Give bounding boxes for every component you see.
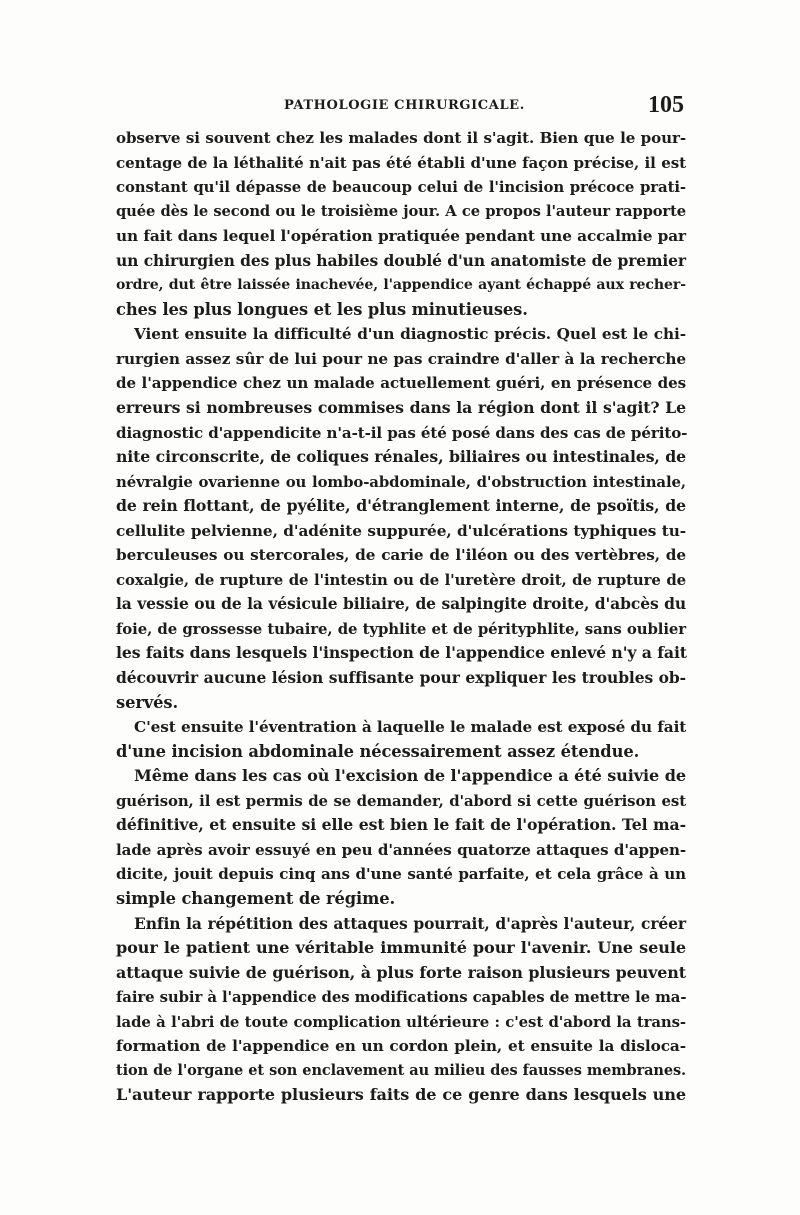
text-line: constant qu'il dépasse de beaucoup celui de l'incision précoce prati- [116,178,686,197]
text-line: nite circonscrite, de coliques rénales, biliaires ou intestinales, de [116,447,686,467]
text-line: rurgien assez sûr de lui pour ne pas craindre d'aller à la recherche [116,349,686,368]
text-line: découvrir aucune lésion suffisante pour expliquer les troubles ob- [116,668,686,688]
text-line: un chirurgien des plus habiles doublé d'un anatomiste de premier [116,250,686,270]
text-line: les faits dans lesquels l'inspection de l'appendice enlevé n'y a fait [116,643,687,663]
text-line: faire subir à l'appendice des modifications capables de mettre le ma- [116,988,687,1007]
text-line: névralgie ovarienne ou lombo-abdominale, d'obstruction intestinale, [116,472,686,491]
page-header [116,94,686,124]
text-line: d'une incision abdominale nécessairement assez étendue. [116,741,640,761]
text-line: Même dans les cas où l'excision de l'appendice a été suivie de [134,766,686,786]
text-line: un fait dans lequel l'opération pratiquée pendant une accalmie par [116,227,686,246]
text-line: quée dès le second ou le troisième jour. A ce propos l'auteur rapporte [116,202,686,220]
text-line: foie, de grossesse tubaire, de typhlite et de pérityphlite, sans oublier [116,619,686,638]
text-line: berculeuses ou stercorales, de carie de l'iléon ou des vertèbres, de [116,546,686,565]
body-text [116,126,686,1108]
text-line: ches les plus longues et les plus minutieuses. [116,299,528,319]
text-line: L'auteur rapporte plusieurs faits de ce genre dans lesquels une [116,1085,686,1105]
running-title: PATHOLOGIE CHIRURGICALE. [284,98,525,113]
text-line: simple changement de régime. [116,888,396,908]
text-line: C'est ensuite l'éventration à laquelle le malade est exposé du fait [134,718,687,737]
text-line: ordre, dut être laissée inachevée, l'appendice ayant échappé aux recher- [116,277,686,294]
text-line: guérison, il est permis de se demander, d'abord si cette guérison est [116,791,686,810]
text-line: centage de la léthalité n'ait pas été établi d'une façon précise, il est [116,153,686,172]
text-line: définitive, et ensuite si elle est bien le fait de l'opération. Tel ma- [116,815,686,835]
text-line: la vessie ou de la vésicule biliaire, de salpingite droite, d'abcès du [116,594,686,614]
text-line: de l'appendice chez un malade actuellement guéri, en présence des [116,374,686,393]
text-line: attaque suivie de guérison, à plus forte raison plusieurs peuvent [116,962,686,982]
text-line: erreurs si nombreuses commises dans la région dont il s'agit? Le [116,398,686,418]
text-line: Enfin la répétition des attaques pourrait, d'après l'auteur, créer [134,913,686,933]
text-line: lade à l'abri de toute complication ultérieure : c'est d'abord la trans- [116,1012,686,1031]
text-line: tion de l'organe et son enclavement au milieu des fausses membranes. [116,1061,686,1079]
text-line: servés. [116,692,179,712]
text-line: pour le patient une véritable immunité pour l'avenir. Une seule [116,938,686,958]
text-line: diagnostic d'appendicite n'a-t-il pas été posé dans des cas de périto- [116,423,688,442]
text-line: cellulite pelvienne, d'adénite suppurée, d'ulcérations typhiques tu- [116,521,686,540]
text-line: observe si souvent chez les malades dont il s'agit. Bien que le pour- [116,129,686,147]
text-line: formation de l'appendice en un cordon plein, et ensuite la disloca- [116,1037,686,1056]
page-number: 105 [648,92,684,118]
text-line: de rein flottant, de pyélite, d'étranglement interne, de psoïtis, de [116,496,686,516]
text-line: lade après avoir essuyé en peu d'années quatorze attaques d'appen- [116,840,686,859]
text-line: dicite, jouit depuis cinq ans d'une santé parfaite, et cela grâce à un [116,865,686,884]
text-line: Vient ensuite la difficulté d'un diagnostic précis. Quel est le chi- [134,325,686,344]
text-line: coxalgie, de rupture de l'intestin ou de l'uretère droit, de rupture de [116,570,686,589]
